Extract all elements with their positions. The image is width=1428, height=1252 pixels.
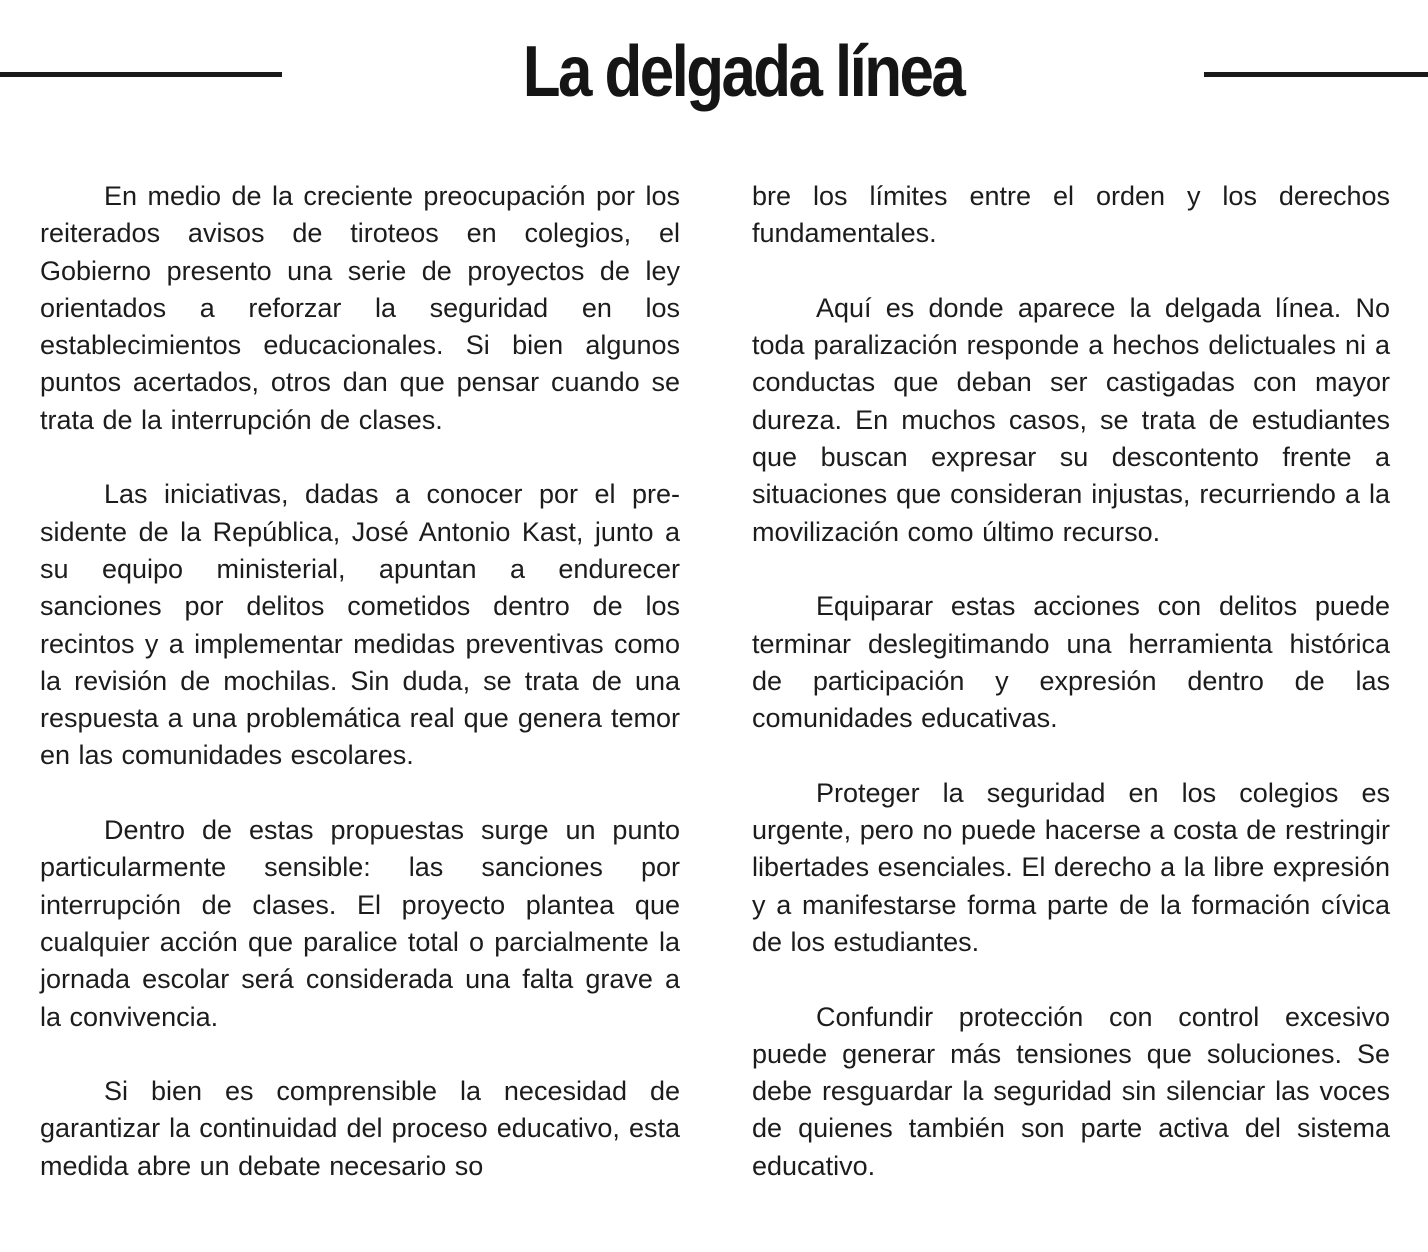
paragraph-3: Dentro de estas propuestas surge un punto particularmente sensible: las sanciones por interrupción de clases. El proyecto plantea que cualquier acción que paralice total o parcialmente la jornada escolar será considerada una falta grave a la convivencia. bbox=[40, 815, 680, 1032]
paragraph-6: Equiparar estas acciones con delitos puede terminar deslegitimando una herramienta histórica de participación y expresión dentro de las comunidades educativas. bbox=[752, 591, 1390, 734]
right-column bbox=[752, 178, 1390, 1185]
paragraph-4-continuation: bre los límites entre el orden y los derechos fundamentales. bbox=[752, 181, 1390, 249]
article-header bbox=[0, 0, 1428, 150]
title-rule-left bbox=[0, 72, 282, 77]
paragraph-1: En medio de la creciente preocupación por los reiterados avisos de tiroteos en colegios, el Gobierno presento una serie de proyectos de ley orientados a reforzar la seguridad en los establecimientos educacionales. Si bien algunos puntos acertados, otros dan que pensar cuando se trata de la interrupción de clases. bbox=[40, 181, 680, 435]
paragraph-5: Aquí es donde aparece la delgada línea. No toda paralización responde a hechos delictuales ni a conductas que deban ser castigadas con mayor dureza. En muchos casos, se trata de estudiantes que buscan expresar su descontento frente a situaciones que consideran injustas, recurriendo a la movilización como último recurso. bbox=[752, 292, 1390, 547]
paragraph-4: Si bien es comprensible la necesidad de garantizar la continuidad del proceso educativo, esta medida abre un debate necesario so bbox=[40, 1076, 680, 1181]
article-title: La delgada línea bbox=[522, 32, 964, 112]
paragraph-8: Confundir protección con control excesivo puede generar más tensiones que soluciones. Se debe resguardar la seguridad sin silenciar las voces de quienes también son parte activa del sistema educativo. bbox=[752, 1001, 1390, 1181]
title-rule-right bbox=[1204, 72, 1428, 77]
left-column bbox=[40, 178, 680, 1185]
paragraph-2: Las iniciativas, dadas a conocer por el presidente de la República, José Antonio Kast, junto a su equipo ministerial, apuntan a endurecer sanciones por delitos cometidos dentro de los recintos y a implementar medidas preventivas como la revisión de mochilas. Sin duda, se trata de una respuesta a una problemática real que genera temor en las comunidades escolares. bbox=[40, 479, 680, 771]
paragraph-7: Proteger la seguridad en los colegios es urgente, pero no puede hacerse a costa de restringir libertades esenciales. El derecho a la libre expresión y a manifestarse forma parte de la formación cívica de los estudiantes. bbox=[752, 777, 1390, 957]
